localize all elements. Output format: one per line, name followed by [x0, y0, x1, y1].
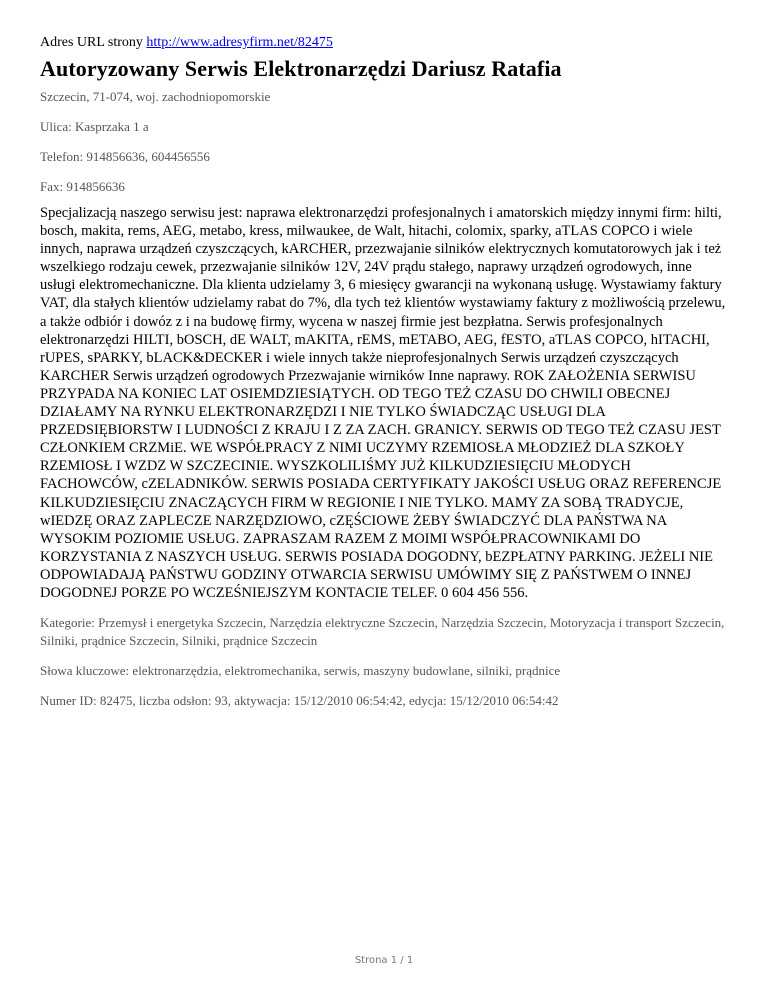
categories-line: Kategorie: Przemysł i energetyka Szczecin, Narzędzia elektryczne Szczecin, Narzędzia Szczecin, Motoryzacja i transport Szczecin, Silniki, prądnice Szczecin, Silniki, prądnice Szczecin: [40, 615, 725, 649]
phone-line: Telefon: 914856636, 604456556: [40, 149, 210, 164]
fax-line: Fax: 914856636: [40, 179, 125, 194]
city-line: Szczecin, 71-074, woj. zachodniopomorskie: [40, 89, 271, 104]
page-url-link[interactable]: http://www.adresyfirm.net/82475: [146, 35, 333, 50]
page-title: Autoryzowany Serwis Elektronarzędzi Dariusz Ratafia: [40, 56, 562, 81]
document-page: [40, 0, 730, 710]
url-label: Adres URL strony: [40, 35, 143, 50]
company-description: Specjalizacją naszego serwisu jest: naprawa elektronarzędzi profesjonalnych i amatorskich między innymi firm: hilti, bosch, makita, rems, AEG, metabo, kress, milwaukee, de Walt, hitachi, colomix, sparky, aTLAS COPCO i wiele innych, naprawa urządzeń czyszczących, kARCHER, przezwajanie silników elektrycznych komutatorowych jak i też wszelkiego rodzaju cewek, przezwajanie silników 12V, 24V prądu stałego, naprawy urządzeń ogrodowych, inne usługi elektromechaniczne. Dla klienta udzielamy 3, 6 miesięcy gwarancji na wykonaną usługę. Wystawiamy faktury VAT, dla stałych klientów udzielamy rabat do 7%, dla tych też klientów wystawiamy faktury z możliwością przelewu, a także odbiór i dowóz z i na budowę firmy, wycena w naszej firmie jest bezpłatna. Serwis profesjonalnych elektronarzędzi HILTI, bOSCH, dE WALT, mAKITA, rEMS, mETABO, AEG, fESTO, aTLAS COPCO, hITACHI, rUPES, sPARKY, bLACK&DECKER i wiele innych także nieprofesjonalnych Serwis urządzeń czyszczących KARCHER Serwis urządzeń ogrodowych Przezwajanie wirników Inne naprawy. ROK ZAŁOŻENIA SERWISU PRZYPADA NA KONIEC LAT OSIEMDZIESIĄTYCH. OD TEGO TEŻ CZASU DO CHWILI OBECNEJ DZIAŁAMY NA RYNKU ELEKTRONARZĘDZI I NIE TYLKO ŚWIADCZĄC USŁUGI DLA PRZEDSIĘBIORSTW I LUDNOŚCI Z KRAJU I Z ZA ZACH. GRANICY. SERWIS OD TEGO TEŻ CZASU JEST CZŁONKIEM CRZMiE. WE WSPÓŁPRACY Z NIMI UCZYMY RZEMIOSŁA MŁODZIEŻ DLA SZKOŁY RZEMIOSŁ I WZDZ W SZCZECINIE. WYSZKOLILIŚMY JUŻ KILKUDZIESIĘCIU MŁODYCH FACHOWCÓW, cZELADNIKÓW. SERWIS POSIADA CERTYFIKATY JAKOŚCI USŁUG ORAZ REFERENCJE KILKUDZIESIĘCIU ZNACZĄCYCH FIRM W REGIONIE I NIE TYLKO. MAMY ZA SOBĄ TRADYCJE, wIEDZĘ ORAZ ZAPLECZE NARZĘDZIOWO, cZĘŚCIOWE ŻEBY ŚWIADCZYĆ DLA PAŃSTWA NA WYSOKIM POZIOMIE USŁUG. ZAPRASZAM RAZEM Z MOIMI WSPÓŁPRACOWNIKAMI DO KORZYSTANIA Z NASZYCH USŁUG. SERWIS POSIADA DOGODNY, bEZPŁATNY PARKING. JEŻELI NIE ODPOWIADAJĄ PAŃSTWU GODZINY OTWARCIA SERWISU UMÓWIMY SIĘ Z PAŃSTWEM O INNEJ DOGODNEJ PORZE PO WCZEŚNIEJSZYM KONTACIE TELEF. 0 604 456 556.: [40, 205, 726, 601]
url-line: [40, 34, 730, 52]
record-info-line: Numer ID: 82475, liczba odsłon: 93, aktywacja: 15/12/2010 06:54:42, edycja: 15/12/2010 06:54:42: [40, 693, 559, 709]
keywords-line: Słowa kluczowe: elektronarzędzia, elektromechanika, serwis, maszyny budowlane, silniki, prądnice: [40, 663, 561, 679]
street-line: Ulica: Kasprzaka 1 a: [40, 119, 149, 134]
page-number: Strona 1 / 1: [354, 955, 414, 966]
